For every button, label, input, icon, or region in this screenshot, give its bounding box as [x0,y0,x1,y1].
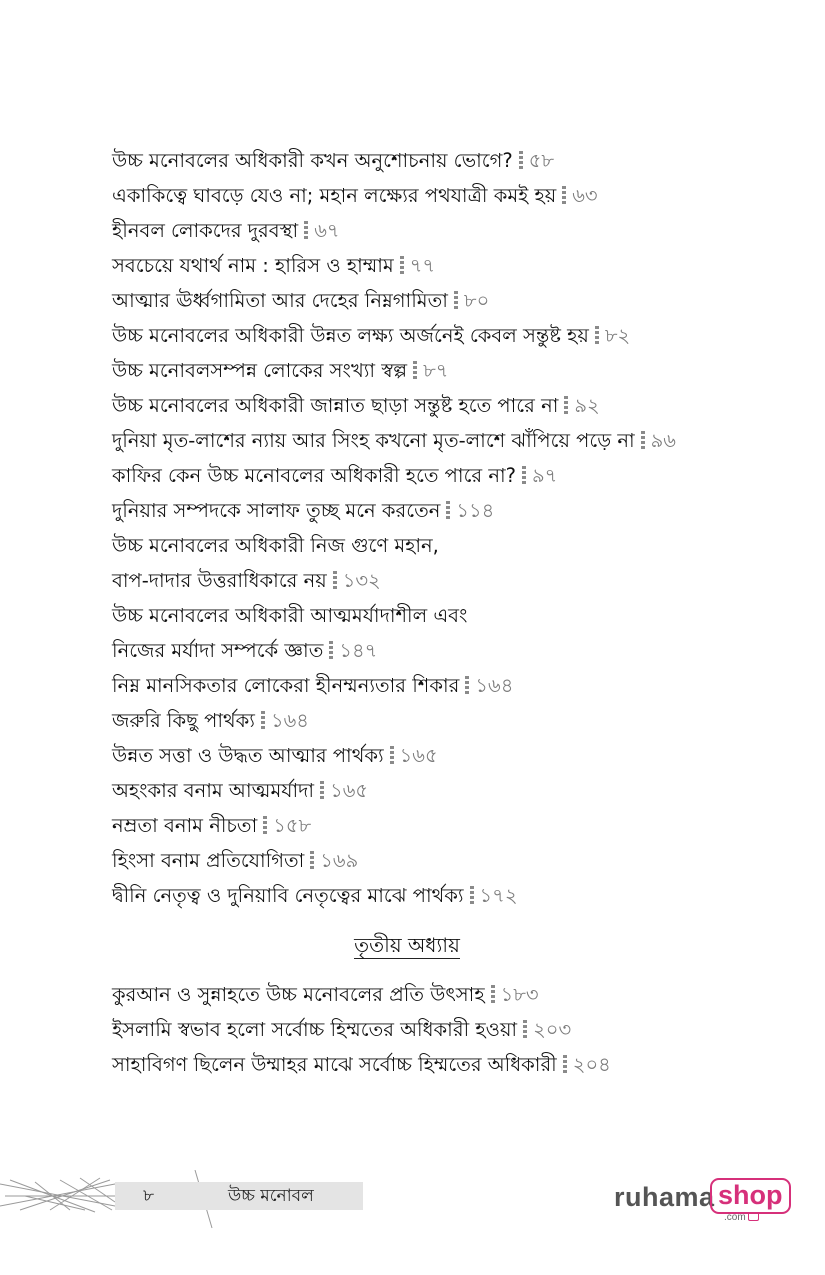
chapter-heading-text: তৃতীয় অধ্যায় [354,933,460,957]
toc-entry-title: বাপ-দাদার উত্তরাধিকারে নয় [112,569,327,592]
toc-entry [112,283,752,318]
toc-entry [112,178,752,213]
toc-entry [112,458,752,493]
cart-icon [748,1213,759,1221]
toc-entry-page: ১১৪ [456,499,495,522]
toc-entry-title: হীনবল লোকদের দুরবস্থা [112,219,299,242]
toc-entry-title: সবচেয়ে যথার্থ নাম : হারিস ও হাম্মাম [112,254,394,277]
toc-entry-page: ৭৭ [409,254,436,277]
toc-entry-page: ১৩২ [342,569,381,592]
toc-entry-title: একাকিত্বে ঘাবড়ে যেও না; মহান লক্ষ্যের পথযাত্রী কমই হয় [112,184,557,207]
toc-entry-title: উচ্চ মনোবলের অধিকারী জান্নাত ছাড়া সন্তুষ্ট হতে পারে না [112,394,559,417]
page-number: ৮ [143,1186,155,1206]
ruhamashop-logo [614,1174,784,1224]
toc-entry-page: ২০৩ [533,1018,572,1041]
toc-entry-page: ১৭২ [479,884,518,907]
separator-icon [491,985,495,1004]
toc-entry-page: ৬৩ [572,184,598,207]
separator-icon [564,396,568,415]
toc-entry [112,773,752,808]
separator-icon [446,501,450,520]
chapter-heading [112,923,752,967]
toc-entry-title: কাফির কেন উচ্চ মনোবলের অধিকারী হতে পারে না? [112,464,516,487]
toc-entry-title: জরুরি কিছু পার্থক্য [112,709,255,732]
toc-entry [112,738,752,773]
toc-entry [112,668,752,703]
toc-entry-title: দুনিয়ার সম্পদকে সালাফ তুচ্ছ মনে করতেন [112,499,441,522]
logo-text-ruhama: ruhama [614,1182,715,1212]
separator-icon [470,886,474,905]
toc-entry-title: সাহাবিগণ ছিলেন উম্মাহর মাঝে সর্বোচ্চ হিম্মতের অধিকারী [112,1053,557,1076]
toc-entry [112,843,752,878]
separator-icon [304,221,308,240]
toc-entry-page: ১৬৪ [270,709,309,732]
toc-entry [112,143,752,178]
separator-icon [465,676,469,695]
logo-text-shop: shop [710,1178,791,1214]
logo-domain-text: .com [724,1212,746,1223]
separator-icon [390,746,394,765]
separator-icon [454,291,458,310]
toc-entry-title: নিজের মর্যাদা সম্পর্কে জ্ঞাত [112,639,324,662]
page-footer [0,1170,825,1240]
toc-entry-title: ইসলামি স্বভাব হলো সর্বোচ্চ হিম্মতের অধিকারী হওয়া [112,1018,518,1041]
toc-entry-page: ৯৭ [531,464,558,487]
toc-entry-line2 [112,563,752,598]
toc-entry [112,353,752,388]
separator-icon [320,781,324,800]
toc-entry-page: ৮০ [463,289,490,312]
toc-entry-title: নিম্ন মানসিকতার লোকেরা হীনম্মন্যতার শিকার [112,674,460,697]
toc-entry [112,1012,752,1047]
toc-entry-page: ৫৮ [528,149,555,172]
separator-icon [522,466,526,485]
toc-entry [112,493,752,528]
toc-entry-page: ৬৭ [314,219,340,242]
separator-icon [310,851,314,870]
toc-entry [112,878,752,913]
separator-icon [563,1055,567,1074]
toc-entry-page: ১৪৭ [339,639,378,662]
toc-entry [112,318,752,353]
toc-entry-line2 [112,633,752,668]
logo-domain [724,1212,759,1223]
toc-entry-page: ৮২ [604,324,631,347]
separator-icon [595,326,599,345]
separator-icon [413,361,417,380]
toc-entry [112,1047,752,1082]
toc-entry-title: অহংকার বনাম আত্মমর্যাদা [112,779,315,802]
separator-icon [523,1020,527,1039]
toc-entry-title: আত্মার ঊর্ধ্বগামিতা আর দেহের নিম্নগামিতা [112,289,448,312]
toc-entry-page: ১৬৫ [330,779,369,802]
toc-entry-page: ১৬৯ [320,849,359,872]
toc-entry-title: উচ্চ মনোবলের অধিকারী আত্মমর্যাদাশীল এবং [112,604,468,627]
toc-entry-title: উচ্চ মনোবলের অধিকারী উন্নত লক্ষ্য অর্জনেই কেবল সন্তুষ্ট হয় [112,324,589,347]
toc-entry-title: নম্রতা বনাম নীচতা [112,814,258,837]
toc-entry-title: উচ্চ মনোবলের অধিকারী কখন অনুশোচনায় ভোগে? [112,149,513,172]
toc-entry-page: ১৮৩ [500,983,539,1006]
toc-entry-title: কুরআন ও সুন্নাহতে উচ্চ মনোবলের প্রতি উৎসাহ [112,983,485,1006]
toc-entry-page: ৮৭ [423,359,449,382]
toc-entry-title: উচ্চ মনোবলের অধিকারী নিজ গুণে মহান, [112,534,439,557]
toc-entry-title: দ্বীনি নেতৃত্ব ও দুনিয়াবি নেতৃত্বের মাঝে পার্থক্য [112,884,464,907]
toc-entry-title: হিংসা বনাম প্রতিযোগিতা [112,849,305,872]
toc-entry [112,213,752,248]
toc-entry-title: দুনিয়া মৃত-লাশের ন্যায় আর সিংহ কখনো মৃত-লাশে ঝাঁপিয়ে পড়ে না [112,429,635,452]
toc-entry-title: উচ্চ মনোবলসম্পন্ন লোকের সংখ্যা স্বল্প [112,359,408,382]
toc-entry [112,423,752,458]
separator-icon [519,151,523,170]
toc-entry-title: উন্নত সত্তা ও উদ্ধত আত্মার পার্থক্য [112,744,384,767]
toc-entry-page: ২০৪ [572,1053,611,1076]
toc-entry [112,248,752,283]
toc-entry-page: ৯৬ [650,429,676,452]
toc-entry [112,388,752,423]
separator-icon [329,641,333,660]
separator-icon [261,711,265,730]
book-title: উচ্চ মনোবল [228,1186,314,1206]
toc-entry [112,808,752,843]
separator-icon [263,816,267,835]
toc-entry-page: ১৬৫ [399,744,438,767]
separator-icon [333,571,337,590]
table-of-contents [112,143,752,1082]
toc-entry-line1 [112,598,752,633]
toc-entry-line1 [112,528,752,563]
separator-icon [400,256,404,275]
toc-entry [112,977,752,1012]
separator-icon [562,186,566,205]
toc-entry-page: ৯২ [574,394,600,417]
toc-entry [112,703,752,738]
toc-entry-page: ১৫৮ [273,814,312,837]
separator-icon [641,431,645,450]
toc-entry-page: ১৬৪ [475,674,514,697]
